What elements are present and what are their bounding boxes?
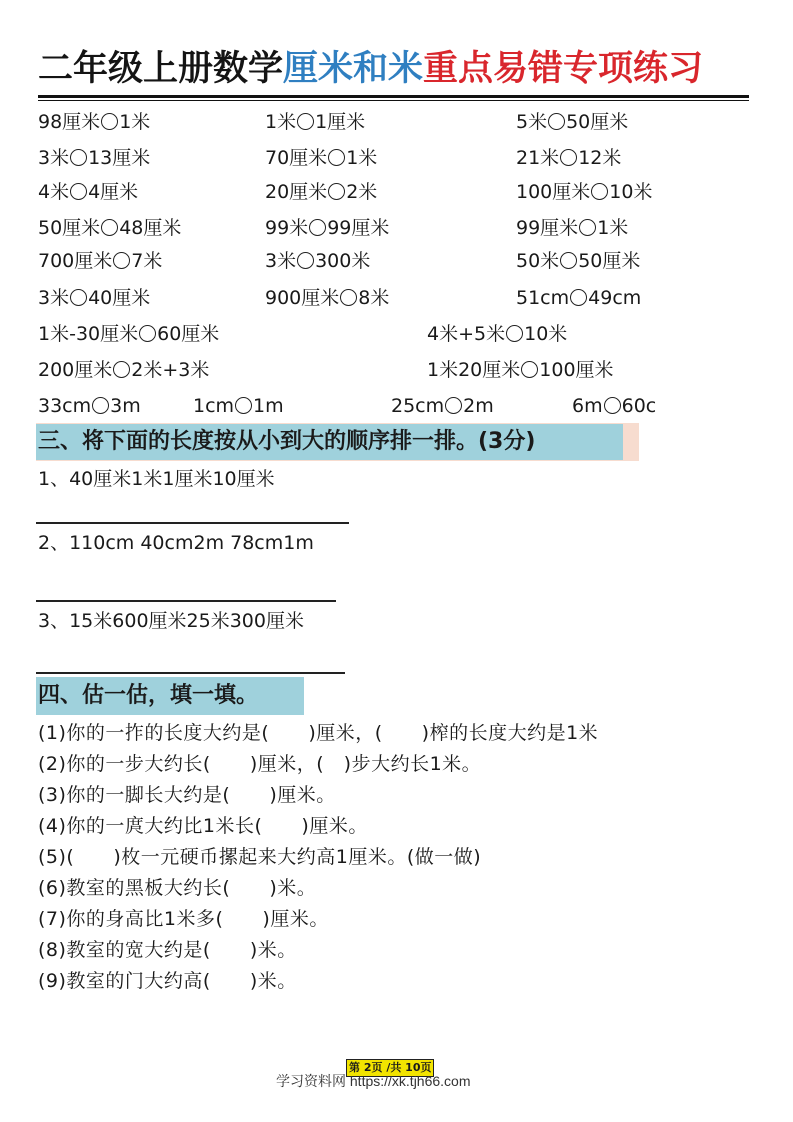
compare-left: 70厘米 xyxy=(265,147,328,169)
compare-left: 100厘米 xyxy=(516,181,591,203)
compare-item xyxy=(38,322,219,346)
compare-right: 50厘米 xyxy=(578,250,641,272)
compare-right: 7米 xyxy=(131,250,163,272)
compare-item xyxy=(516,110,628,134)
title-rule-thick xyxy=(38,95,749,98)
compare-right: 60厘米 xyxy=(157,323,220,345)
compare-left: 5米 xyxy=(516,111,548,133)
compare-circle-blank[interactable] xyxy=(445,397,462,414)
compare-left: 99厘米 xyxy=(516,217,579,239)
compare-item xyxy=(265,216,389,240)
compare-left: 1cm xyxy=(193,395,235,417)
ordering-question-1: 1、40厘米1米1厘米10厘米 xyxy=(38,468,275,490)
compare-left: 25cm xyxy=(391,395,445,417)
title-grade: 二年级上册数学 xyxy=(38,49,284,89)
page-number-badge: 第 2页 /共 10页 xyxy=(346,1059,434,1077)
compare-right: 40厘米 xyxy=(88,287,151,309)
compare-circle-blank[interactable] xyxy=(70,149,87,166)
title-subtitle: 重点易错专项练习 xyxy=(423,49,704,89)
estimate-question: (9)教室的门大约高( )米。 xyxy=(38,970,297,992)
compare-left: 900厘米 xyxy=(265,287,340,309)
compare-right: 2m xyxy=(463,395,494,417)
section4-heading: 四、估一估，填一填。 xyxy=(38,683,259,708)
compare-right: 13厘米 xyxy=(88,147,151,169)
compare-right: 2米+3米 xyxy=(131,359,210,381)
compare-right: 3m xyxy=(110,395,141,417)
compare-right: 2米 xyxy=(346,181,378,203)
compare-circle-blank[interactable] xyxy=(101,113,118,130)
compare-right: 49cm xyxy=(588,287,642,309)
page-title xyxy=(38,46,703,92)
compare-right: 300米 xyxy=(315,250,371,272)
compare-right: 1m xyxy=(253,395,284,417)
compare-right: 99厘米 xyxy=(327,217,390,239)
site-watermark: 学习资料网 https://xk.tjh66.com xyxy=(276,1073,471,1089)
compare-left: 21米 xyxy=(516,147,560,169)
compare-right: 100厘米 xyxy=(539,359,614,381)
compare-left: 4米 xyxy=(38,181,70,203)
estimate-question: (5)( )枚一元硬币摞起来大约高1厘米。(做一做) xyxy=(38,846,482,868)
compare-circle-blank[interactable] xyxy=(70,183,87,200)
estimate-question: (1)你的一拃的长度大约是( )厘米，( )榨的长度大约是1米 xyxy=(38,722,599,744)
compare-left: 1米20厘米 xyxy=(427,359,521,381)
compare-item xyxy=(391,394,494,418)
compare-left: 51cm xyxy=(516,287,570,309)
compare-left: 1米 xyxy=(265,111,297,133)
compare-circle-blank[interactable] xyxy=(604,397,621,414)
answer-line-1[interactable] xyxy=(36,522,349,524)
compare-circle-blank[interactable] xyxy=(328,149,345,166)
estimate-question: (2)你的一步大约长( )厘米，( )步大约长1米。 xyxy=(38,753,482,775)
compare-item xyxy=(265,249,370,273)
answer-line-2[interactable] xyxy=(36,600,336,602)
compare-right: 1米 xyxy=(597,217,629,239)
compare-item xyxy=(427,322,567,346)
compare-circle-blank[interactable] xyxy=(548,113,565,130)
estimate-question: (4)你的一庹大约比1米长( )厘米。 xyxy=(38,815,368,837)
compare-right: 1厘米 xyxy=(315,111,366,133)
compare-circle-blank[interactable] xyxy=(309,219,326,236)
compare-item xyxy=(38,286,150,310)
compare-circle-blank[interactable] xyxy=(579,219,596,236)
compare-item xyxy=(265,110,365,134)
compare-item xyxy=(193,394,284,418)
compare-right: 1米 xyxy=(119,111,151,133)
compare-right: 50厘米 xyxy=(566,111,629,133)
compare-item xyxy=(38,180,138,204)
compare-circle-blank[interactable] xyxy=(297,252,314,269)
compare-right: 4厘米 xyxy=(88,181,139,203)
compare-circle-blank[interactable] xyxy=(297,113,314,130)
compare-item xyxy=(265,180,377,204)
compare-left: 33cm xyxy=(38,395,92,417)
estimate-question: (8)教室的宽大约是( )米。 xyxy=(38,939,297,961)
compare-right: 48厘米 xyxy=(119,217,182,239)
compare-item xyxy=(516,249,640,273)
compare-item xyxy=(572,394,656,418)
estimate-question: (3)你的一脚长大约是( )厘米。 xyxy=(38,784,336,806)
compare-left: 3米 xyxy=(38,147,70,169)
compare-circle-blank[interactable] xyxy=(340,289,357,306)
compare-item xyxy=(265,286,389,310)
compare-item xyxy=(38,394,141,418)
compare-right: 10米 xyxy=(524,323,568,345)
section3-heading: 三、将下面的长度按从小到大的顺序排一排。(3分) xyxy=(38,429,536,454)
answer-line-3[interactable] xyxy=(36,672,345,674)
compare-circle-blank[interactable] xyxy=(101,219,118,236)
compare-right: 1米 xyxy=(346,147,378,169)
compare-left: 20厘米 xyxy=(265,181,328,203)
ordering-question-3: 3、15米600厘米25米300厘米 xyxy=(38,610,304,632)
compare-left: 3米 xyxy=(38,287,70,309)
compare-circle-blank[interactable] xyxy=(113,361,130,378)
compare-circle-blank[interactable] xyxy=(560,252,577,269)
compare-circle-blank[interactable] xyxy=(139,325,156,342)
compare-circle-blank[interactable] xyxy=(506,325,523,342)
ordering-question-2: 2、110cm 40cm2m 78cm1m xyxy=(38,532,314,554)
compare-left: 99米 xyxy=(265,217,309,239)
compare-circle-blank[interactable] xyxy=(70,289,87,306)
compare-circle-blank[interactable] xyxy=(113,252,130,269)
compare-item xyxy=(516,216,628,240)
compare-item xyxy=(265,146,377,170)
compare-right: 10米 xyxy=(609,181,653,203)
compare-circle-blank[interactable] xyxy=(591,183,608,200)
compare-left: 6m xyxy=(572,395,603,417)
compare-left: 98厘米 xyxy=(38,111,101,133)
estimate-question: (7)你的身高比1米多( )厘米。 xyxy=(38,908,329,930)
compare-circle-blank[interactable] xyxy=(235,397,252,414)
title-topic: 厘米和米 xyxy=(283,49,424,89)
compare-circle-blank[interactable] xyxy=(560,149,577,166)
compare-item xyxy=(38,358,209,382)
compare-item xyxy=(38,216,181,240)
compare-circle-blank[interactable] xyxy=(328,183,345,200)
compare-left: 50厘米 xyxy=(38,217,101,239)
estimate-question: (6)教室的黑板大约长( )米。 xyxy=(38,877,317,899)
compare-left: 4米+5米 xyxy=(427,323,506,345)
compare-left: 700厘米 xyxy=(38,250,113,272)
compare-right: 60c xyxy=(621,395,657,417)
compare-left: 200厘米 xyxy=(38,359,113,381)
compare-item xyxy=(516,180,652,204)
title-rule-thin xyxy=(38,100,749,101)
compare-left: 1米-30厘米 xyxy=(38,323,139,345)
compare-item xyxy=(427,358,614,382)
compare-right: 8米 xyxy=(358,287,390,309)
compare-item xyxy=(38,146,150,170)
compare-item xyxy=(38,110,150,134)
compare-circle-blank[interactable] xyxy=(521,361,538,378)
compare-circle-blank[interactable] xyxy=(570,289,587,306)
compare-item xyxy=(38,249,162,273)
compare-circle-blank[interactable] xyxy=(92,397,109,414)
compare-left: 3米 xyxy=(265,250,297,272)
compare-item xyxy=(516,146,621,170)
compare-left: 50米 xyxy=(516,250,560,272)
compare-right: 12米 xyxy=(578,147,622,169)
compare-item xyxy=(516,286,641,310)
